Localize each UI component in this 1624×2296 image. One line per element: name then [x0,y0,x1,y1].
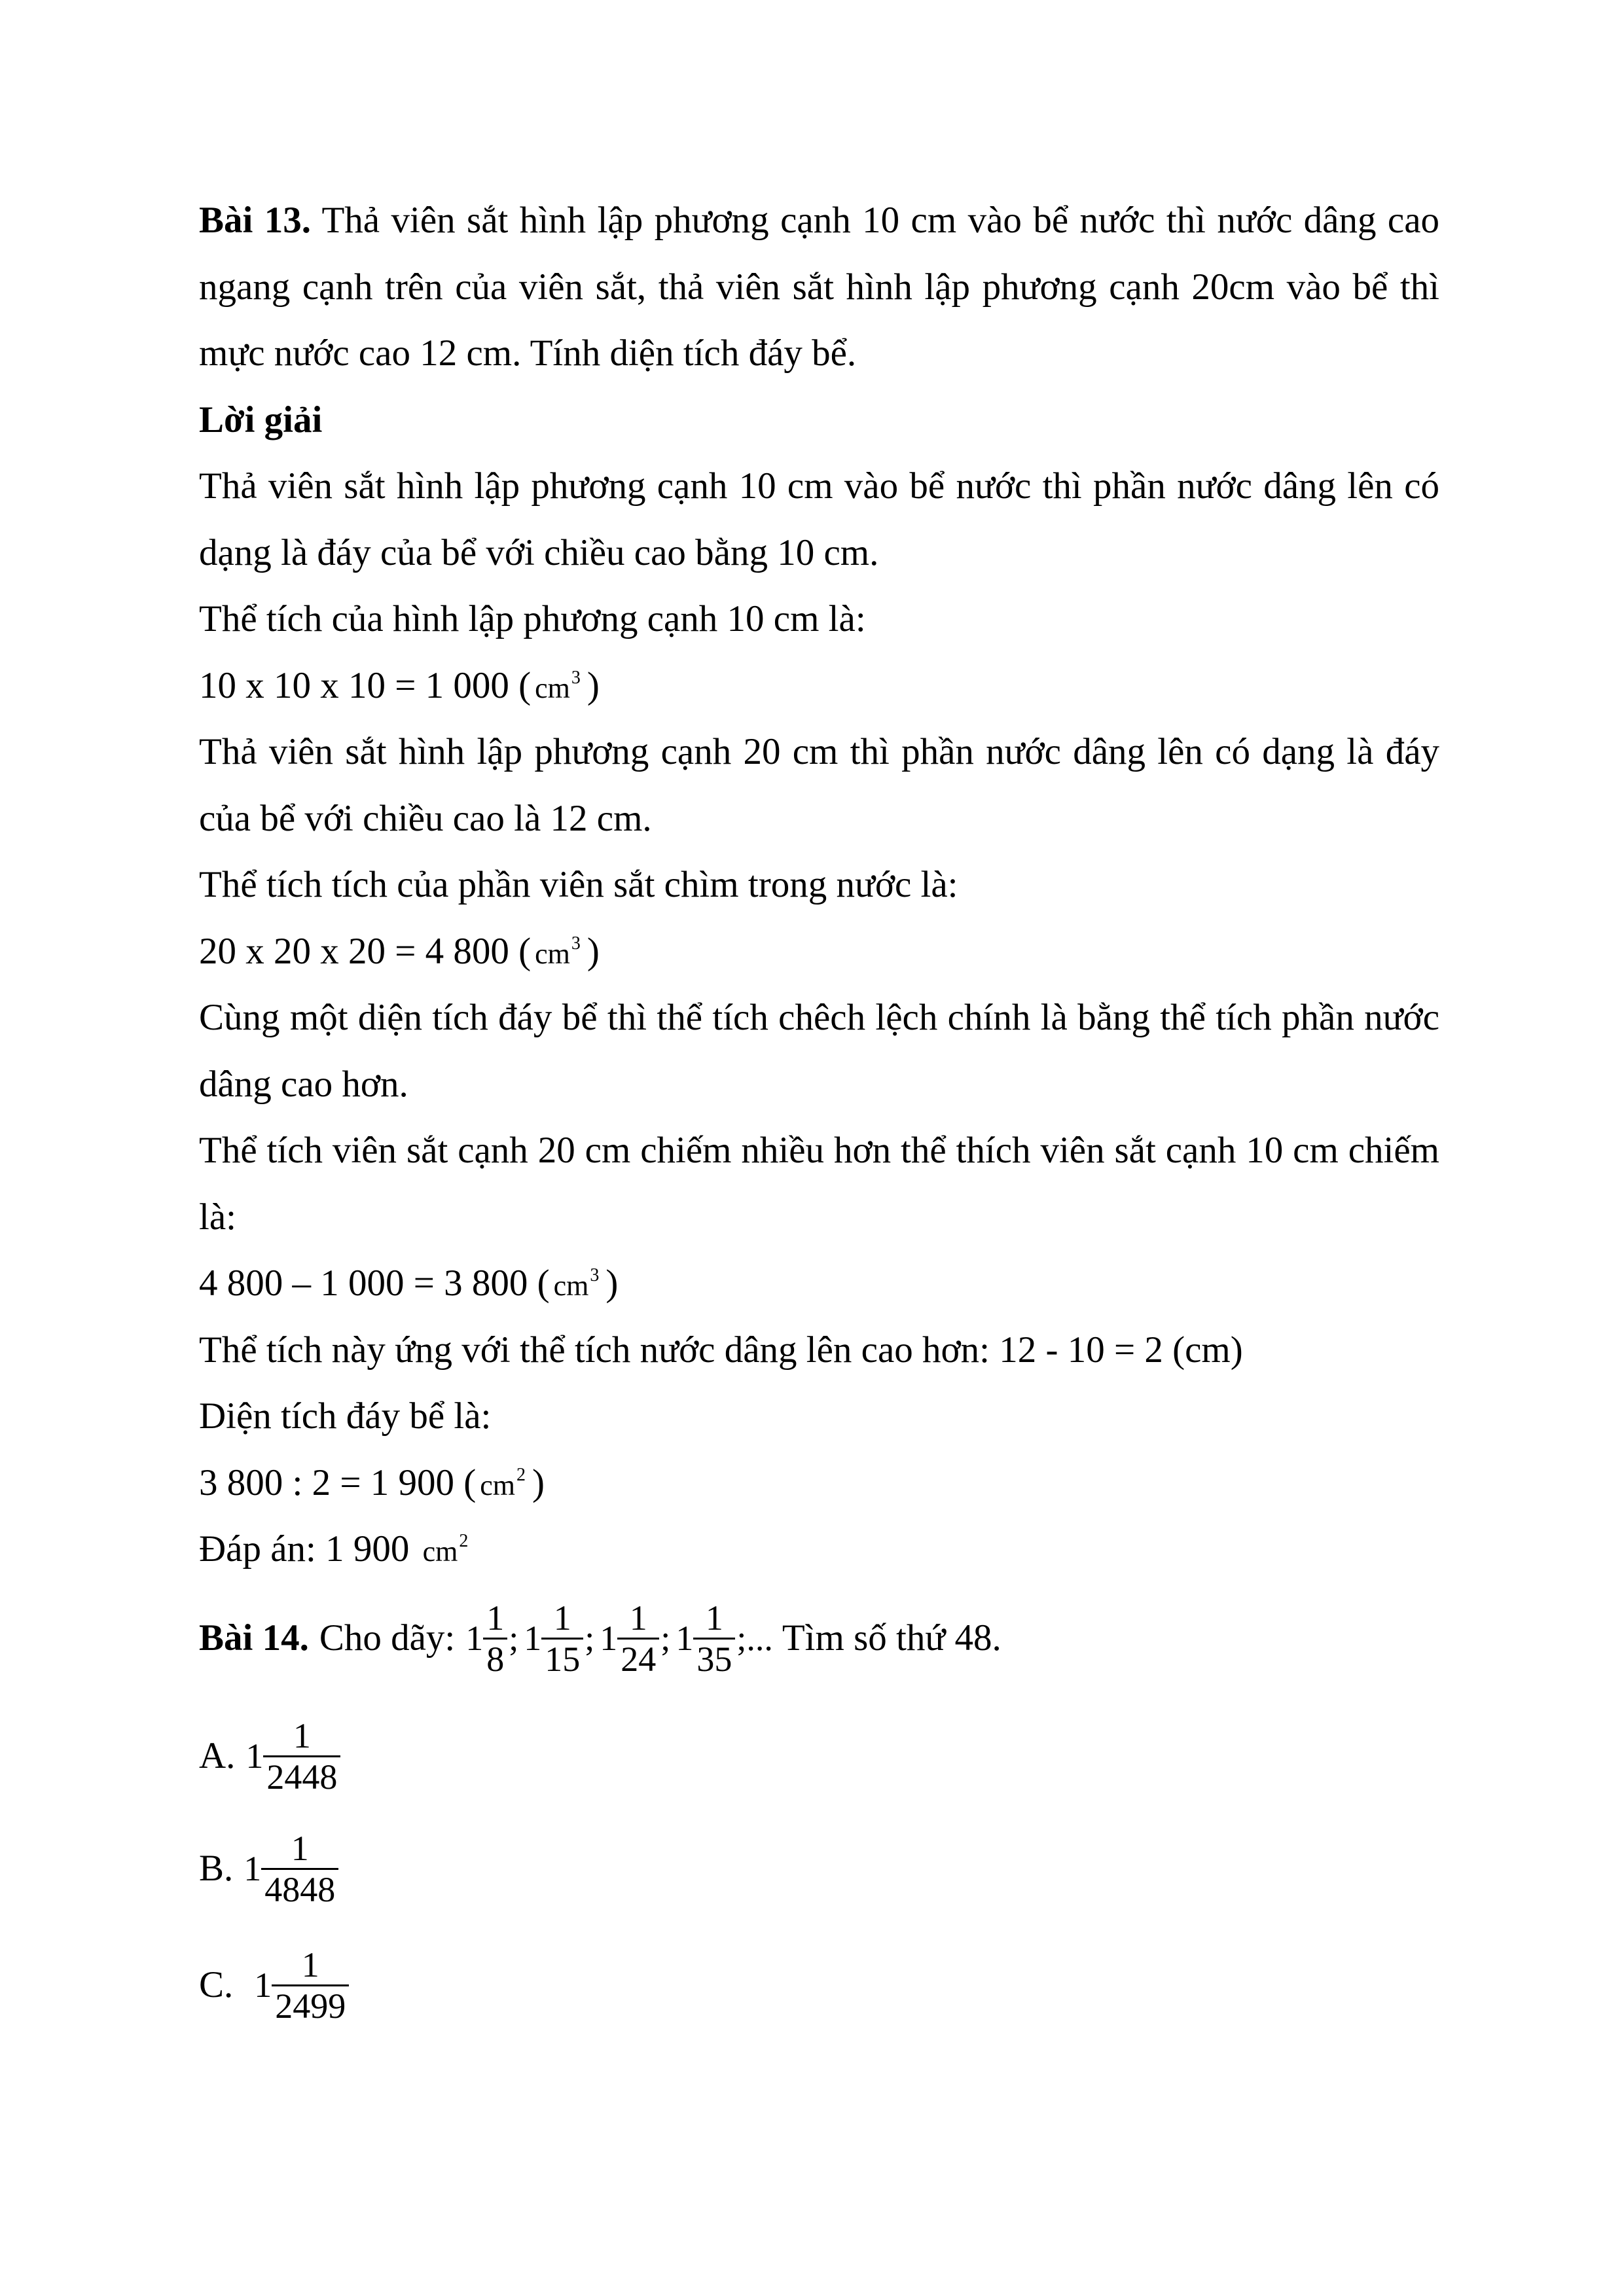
equation-expression: 20 x 20 x 20 = 4 800 ( [199,930,532,972]
unit-cubic-centimeter [554,1250,604,1319]
solution-line [199,1051,1439,1118]
sequence-separator: ; [509,1619,519,1658]
unit-symbol: cm [480,1469,515,1501]
option-a [199,1710,340,1802]
sequence-ellipsis: ;... [736,1619,773,1658]
solution-text: dạng là đáy của bể với chiều cao bằng 10 cm. [199,531,879,573]
solution-text: Diện tích đáy bể là: [199,1395,492,1437]
equation-expression: 3 800 : 2 = 1 900 ( [199,1462,477,1503]
option-fraction [261,1829,338,1909]
fraction-denominator: 8 [486,1639,505,1679]
answer-text: Đáp án: 1 900 [199,1528,419,1570]
fraction-numerator: 1 [553,1598,571,1638]
problem-13-text: ngang cạnh trên của viên sắt, thả viên sắt hình lập phương cạnh 20cm vào bể thì [199,266,1439,308]
unit-symbol: cm [422,1535,458,1568]
option-label: A. [199,1735,236,1776]
solution-text: Thả viên sắt hình lập phương cạnh 10 cm vào bể nước thì phần nước dâng lên có [199,465,1439,507]
unit-symbol: cm [535,672,570,704]
closing-parenthesis: ) [605,1263,619,1304]
solution-line [199,1184,1439,1251]
option-whole: 1 [245,1736,264,1776]
unit-exponent: 2 [516,1464,526,1485]
problem-13-label: Bài 13. [199,200,312,241]
solution-line [199,453,1439,520]
unit-square-centimeter [423,1516,473,1585]
problem-13-text: Thả viên sắt hình lập phương cạnh 10 cm vào bể nước thì nước dâng cao [321,200,1440,241]
solution-line [199,984,1439,1051]
unit-exponent: 3 [571,667,581,688]
sequence-term-fraction [693,1598,735,1679]
solution-line [199,1317,1439,1384]
equation-line [199,1250,1439,1317]
option-whole: 1 [254,1965,272,2005]
solution-line [199,785,1439,852]
answer-line [199,1516,1439,1583]
solution-heading-line [199,387,1439,454]
problem-13-line [199,254,1439,321]
problem-14-label: Bài 14. [199,1617,309,1659]
unit-cubic-centimeter [535,918,585,988]
option-label: B. [199,1848,234,1889]
fraction-numerator: 1 [705,1598,723,1638]
solution-text: Thể tích của hình lập phương cạnh 10 cm là: [199,598,866,639]
option-fraction [263,1716,340,1797]
solution-text: Cùng một diện tích đáy bể thì thể tích chêch lệch chính là bằng thể tích phần nước [199,997,1439,1038]
closing-parenthesis: ) [586,664,600,706]
equation-expression: 4 800 – 1 000 = 3 800 ( [199,1263,550,1304]
fraction-denominator: 2448 [266,1757,338,1797]
problem-13-line [199,187,1439,254]
fraction-denominator: 35 [696,1639,732,1679]
sequence-separator: ; [585,1619,595,1658]
problem-13-and-solution [199,187,1439,1583]
problem-13-text: mực nước cao 12 cm. Tính diện tích đáy bể. [199,332,857,374]
unit-symbol: cm [535,937,570,970]
unit-square-centimeter [480,1450,530,1519]
unit-exponent: 3 [590,1265,600,1285]
problem-13-line [199,320,1439,387]
solution-text: dâng cao hơn. [199,1063,408,1105]
sequence-term-fraction [541,1598,583,1679]
fraction-numerator: 1 [486,1598,505,1638]
fraction-denominator: 2499 [275,1986,346,2026]
problem-14-question: Tìm số thứ 48. [782,1617,1001,1659]
option-fraction [272,1945,349,2026]
sequence-term-whole: 1 [600,1619,618,1658]
solution-line [199,1117,1439,1184]
solution-line [199,586,1439,653]
sequence-term-whole: 1 [524,1619,542,1658]
fraction-numerator: 1 [293,1715,311,1755]
equation-expression: 10 x 10 x 10 = 1 000 ( [199,664,532,706]
fraction-numerator: 1 [629,1598,647,1638]
solution-line [199,1383,1439,1450]
sequence-term-fraction [483,1598,507,1679]
equation-line [199,1450,1439,1516]
unit-symbol: cm [553,1270,589,1302]
fraction-numerator: 1 [291,1828,309,1868]
sequence-term-fraction [617,1598,659,1679]
solution-line [199,852,1439,918]
solution-line [199,719,1439,785]
sequence-term-whole: 1 [676,1619,694,1658]
solution-text: Thả viên sắt hình lập phương cạnh 20 cm thì phần nước dâng lên có dạng là đáy [199,731,1439,772]
solution-text: Thể tích tích của phần viên sắt chìm trong nước là: [199,864,958,905]
option-label: C. [199,1964,234,2005]
closing-parenthesis: ) [586,930,600,972]
problem-14-line [199,1592,1001,1684]
solution-line [199,520,1439,586]
solution-text: là: [199,1196,236,1238]
unit-exponent: 2 [459,1531,469,1551]
closing-parenthesis: ) [532,1462,545,1503]
solution-text: của bể với chiều cao là 12 cm. [199,797,652,839]
fraction-denominator: 4848 [264,1869,336,1909]
problem-14-intro: Cho dãy: [319,1617,456,1659]
unit-cubic-centimeter [535,653,585,722]
option-b [199,1823,338,1914]
option-whole: 1 [244,1849,262,1888]
sequence-term-whole: 1 [465,1619,484,1658]
solution-text: Thể tích viên sắt cạnh 20 cm chiếm nhiều hơn thể thích viên sắt cạnh 10 cm chiếm [199,1130,1439,1171]
fraction-denominator: 15 [545,1639,581,1679]
fraction-numerator: 1 [301,1945,319,1984]
option-c [199,1939,349,2031]
solution-text: Thể tích này ứng với thể tích nước dâng lên cao hơn: 12 - 10 = 2 (cm) [199,1329,1243,1371]
equation-line [199,653,1439,719]
fraction-denominator: 24 [621,1639,657,1679]
solution-heading: Lời giải [199,399,323,440]
equation-line [199,918,1439,985]
unit-exponent: 3 [571,933,581,954]
sequence-separator: ; [660,1619,671,1658]
